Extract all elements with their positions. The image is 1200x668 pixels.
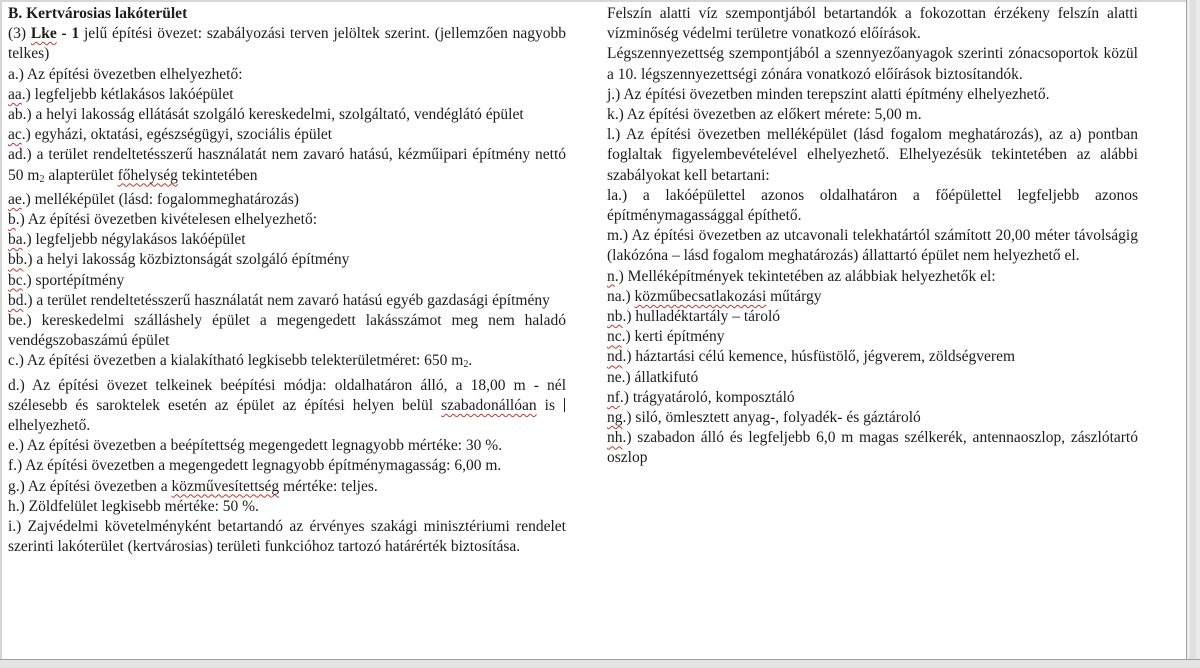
text-segment: .) sportépítmény [22, 271, 125, 289]
misspelled-word: ae [8, 190, 22, 208]
paragraph [8, 311, 566, 351]
misspelled-word: közműbecsatlakozási [634, 287, 767, 305]
paragraph [8, 271, 566, 291]
text-segment: .) Az építési övezetben kivételesen elhelyezhető: [15, 211, 318, 229]
paragraph [607, 408, 1138, 428]
text-segment: .) melléképület (lásd: fogalommeghatározás) [21, 190, 299, 208]
misspelled-word: szabadonállóan [441, 396, 537, 414]
paragraph [8, 351, 566, 375]
scrollbar-track[interactable] [1190, 0, 1196, 660]
text-segment: B. Kertvárosias lakóterület [8, 5, 188, 22]
paragraph [607, 186, 1138, 226]
text-segment: h.) Zöldfelület legkisebb mértéke: 50 %. [8, 497, 259, 515]
text-segment: .) háztartási célú kemence, húsfüstölő, jégverem, zöldségverem [622, 348, 1016, 366]
paragraph [8, 250, 566, 270]
paragraph [607, 4, 1138, 44]
misspelled-word: ac [8, 126, 22, 144]
misspelled-word: nb [607, 308, 623, 326]
paragraph [8, 125, 566, 145]
paragraph [8, 190, 566, 210]
text-segment: - 1 [56, 25, 80, 43]
paragraph [607, 287, 1138, 307]
text-segment: .) trágyatároló, komposztáló [619, 388, 795, 406]
text-cursor [564, 398, 565, 412]
paragraph [607, 428, 1138, 468]
text-segment: is [536, 396, 563, 414]
paragraph [607, 105, 1138, 125]
paragraph [607, 307, 1138, 327]
text-segment: d.) Az építési övezet telkeinek beépítési módja: oldalhatáron álló, a 18,00 m - nél szélesebb és saroktelek esetén az épület az építési helyen belül [8, 376, 566, 414]
text-segment: .) legfeljebb négylakásos lakóépület [22, 231, 246, 249]
paragraph [607, 368, 1138, 388]
text-segment: ab.) a helyi lakosság ellátását szolgáló kereskedelmi, szolgáltató, vendéglátó épület [8, 106, 524, 124]
paragraph [8, 376, 566, 437]
window-left-edge [0, 0, 2, 668]
text-segment: j.) Az építési övezetben minden terepszint alatti építmény elhelyezhető. [607, 85, 1050, 103]
text-segment: 2 [463, 359, 469, 371]
text-segment: m.) Az építési övezetben az utcavonali telekhatártól számított 20,00 méter távolságig (lakózóna – lásd fogalom meghatározás) állattartó épület nem helyezhető el. [607, 227, 1138, 265]
text-segment: 2 [39, 173, 45, 185]
text-segment: .) hulladéktartály – tároló [622, 308, 781, 326]
text-segment: na.) [607, 287, 635, 305]
paragraph [8, 65, 566, 85]
paragraph [8, 24, 566, 64]
text-segment: g.) Az építési övezetben a [8, 477, 172, 495]
document-right-column [607, 4, 1138, 469]
misspelled-word: nh [607, 429, 623, 447]
text-segment: be.) kereskedelmi szálláshely épület a megengedett lakásszámot meg nem haladó vendégszobaszámú épület [8, 312, 566, 350]
text-segment: .) a terület rendeltetésszerű használatát nem zavaró hatású egyéb gazdasági építmény [23, 291, 550, 309]
text-segment: Légszennyezettség szempontjából a szennyezőanyagok szerinti zónacsoportok közül a 10. légszennyezettségi zónára vonatkozó előírások biztosítandók. [607, 45, 1138, 83]
text-segment: jelű építési övezet: szabályozási terven jelöltek szerint. (jellemzően nagyobb telkes) [8, 25, 567, 63]
paragraph [607, 226, 1138, 266]
paragraph [8, 85, 566, 105]
vertical-scrollbar[interactable] [1186, 0, 1200, 660]
misspelled-word: nf [607, 388, 620, 406]
paragraph [8, 4, 566, 24]
text-segment: la.) a lakóépülettel azonos oldalhatáron a főépülettel legfeljebb azonos építménymagassággal építhető. [607, 186, 1138, 225]
text-segment: mértéke: teljes. [279, 477, 378, 495]
paragraph [8, 105, 566, 125]
misspelled-word: nd [607, 348, 623, 366]
paragraph [607, 125, 1138, 186]
paragraph [8, 497, 566, 517]
text-segment: e.) Az építési övezetben a beépítettség megengedett legnagyobb mértéke: 30 %. [8, 437, 503, 455]
text-segment: a.) Az építési övezetben elhelyezhető: [8, 65, 243, 83]
text-segment: .) szabadon álló és legfeljebb 6,0 m magas szélkerék, antennaoszlop, zászlótartó oszlop [607, 429, 1138, 467]
paragraph [8, 456, 566, 476]
document-left-column [8, 4, 566, 557]
misspelled-word: főhelység [117, 166, 178, 184]
paragraph [607, 347, 1138, 367]
paragraph [607, 267, 1138, 287]
window-bottom-edge [0, 659, 1200, 668]
text-segment: alapterület [44, 166, 118, 184]
misspelled-word: Lke [30, 25, 57, 43]
misspelled-word: bb [8, 251, 24, 269]
paragraph [8, 210, 566, 230]
misspelled-word: aa [8, 85, 22, 103]
paragraph [8, 145, 566, 189]
paragraph [607, 388, 1138, 408]
misspelled-word: n [607, 267, 615, 285]
text-segment: Felszín alatti víz szempontjából betartandók a fokozottan érzékeny felszín alatti vízminőség védelmi területre vonatkozó előírások. [607, 5, 1138, 43]
misspelled-word: bd [8, 291, 24, 309]
misspelled-word: ng [607, 409, 623, 427]
paragraph [8, 291, 566, 311]
text-segment: . [468, 352, 473, 370]
paragraph [607, 85, 1138, 105]
paragraph [8, 436, 566, 456]
text-segment: tekintetében [177, 166, 258, 184]
text-segment: (3) [8, 25, 31, 43]
text-segment: f.) Az építési övezetben a megengedett legnagyobb építménymagasság: 6,00 m. [8, 457, 502, 475]
paragraph [8, 517, 566, 557]
paragraph [8, 230, 566, 250]
paragraph [607, 44, 1138, 84]
text-segment: l.) Az építési övezetben melléképület (lásd fogalom meghatározás), az a) pontban foglaltak figyelembevételével elhelyezhető. Elhelyezésük tekintetében az alábbi szabályokat kell betartani: [607, 126, 1138, 184]
text-segment: ne.) állatkifutó [607, 368, 699, 386]
text-segment: ad.) a terület rendeltetésszerű használatát nem zavaró hatású, kézműipari építmény nettó 50 m [8, 146, 566, 184]
misspelled-word: bc [8, 271, 23, 289]
text-segment: .) egyházi, oktatási, egészségügyi, szociális épület [21, 126, 333, 144]
text-segment: .) Melléképítmények tekintetében az alábbiak helyezhetők el: [614, 267, 996, 285]
text-segment: .) kerti építmény [621, 328, 725, 346]
paragraph [607, 327, 1138, 347]
window-top-edge [0, 0, 1200, 2]
text-segment: i.) Zajvédelmi követelményként betartandó az érvényes szakági minisztériumi rendelet szerinti lakóterület (kertvárosias) területi funkcióhoz tartozó határérték biztosítása. [8, 518, 566, 556]
misspelled-word: közművesítettség [171, 477, 280, 495]
text-segment: műtárgy [766, 287, 822, 305]
text-segment: .) a helyi lakosság közbiztonságát szolgáló építmény [23, 251, 350, 269]
paragraph [8, 477, 566, 497]
text-segment: c.) Az építési övezetben a kialakítható legkisebb telekterületméret: 650 m [8, 352, 464, 370]
text-segment: k.) Az építési övezetben az előkert mérete: 5,00 m. [607, 106, 922, 124]
misspelled-word: b [8, 211, 16, 229]
text-segment: .) siló, ömlesztett anyag-, folyadék- és gáztároló [622, 409, 921, 427]
misspelled-word: ba [8, 231, 23, 249]
misspelled-word: nc [607, 328, 622, 346]
text-segment: elhelyezhető. [8, 417, 91, 435]
text-segment: .) legfeljebb kétlakásos lakóépület [21, 85, 234, 103]
